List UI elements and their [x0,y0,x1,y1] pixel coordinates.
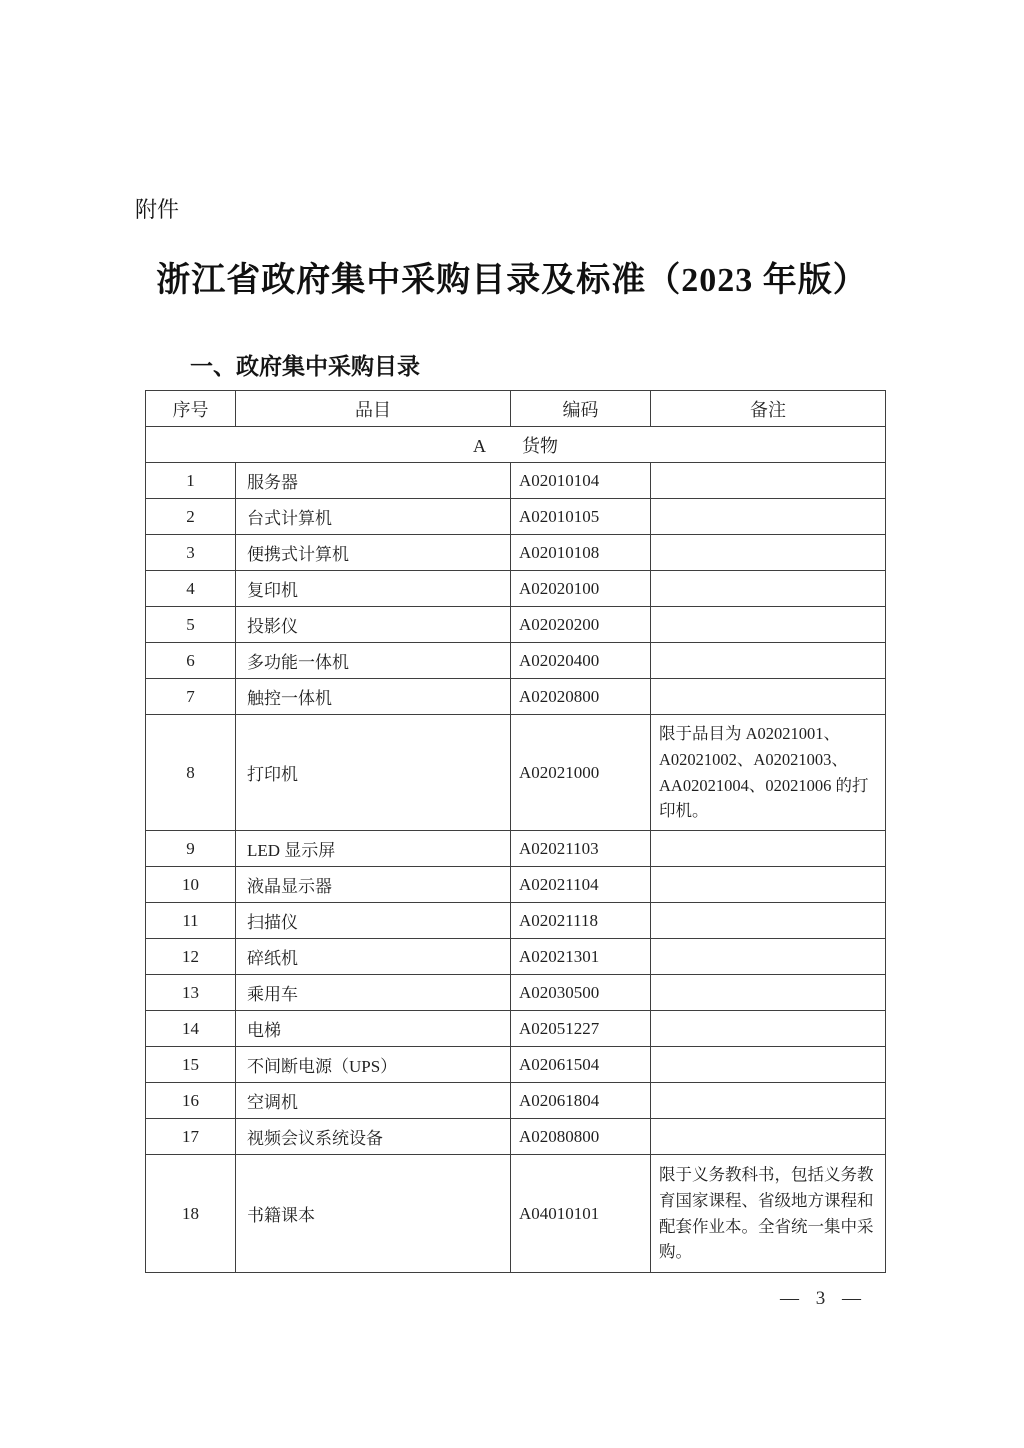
table-row [146,607,886,643]
cell-remark [651,939,886,975]
table-row [146,867,886,903]
cell-item: 视频会议系统设备 [236,1119,511,1155]
cell-item: 多功能一体机 [236,643,511,679]
cell-no: 11 [146,903,236,939]
cell-remark [651,1083,886,1119]
cell-remark [651,1119,886,1155]
cell-remark [651,643,886,679]
cell-remark [651,607,886,643]
cell-remark [651,975,886,1011]
cell-no: 16 [146,1083,236,1119]
cell-no: 13 [146,975,236,1011]
cell-no: 7 [146,679,236,715]
cell-item: 台式计算机 [236,499,511,535]
cell-code: A02021118 [511,903,651,939]
cell-code: A02021301 [511,939,651,975]
cell-remark [651,535,886,571]
table-row [146,643,886,679]
cell-item: 书籍课本 [236,1155,511,1273]
cell-code: A02020400 [511,643,651,679]
section-row-goods [146,427,886,463]
cell-remark [651,679,886,715]
cell-remark [651,903,886,939]
cell-item: 触控一体机 [236,679,511,715]
table-header-row [146,391,886,427]
table-row [146,903,886,939]
cell-no: 3 [146,535,236,571]
cell-code: A02021103 [511,831,651,867]
cell-no: 18 [146,1155,236,1273]
cell-code: A02051227 [511,1011,651,1047]
table-row [146,831,886,867]
cell-no: 10 [146,867,236,903]
cell-item: 电梯 [236,1011,511,1047]
section-cell [146,427,886,463]
table-row [146,499,886,535]
cell-code: A02020100 [511,571,651,607]
cell-code: A02020800 [511,679,651,715]
cell-remark [651,499,886,535]
cell-no: 14 [146,1011,236,1047]
cell-no: 1 [146,463,236,499]
cell-item: 空调机 [236,1083,511,1119]
table-row [146,1119,886,1155]
cell-remark [651,867,886,903]
cell-item: 碎纸机 [236,939,511,975]
cell-no: 5 [146,607,236,643]
cell-code: A02010105 [511,499,651,535]
cell-code: A02030500 [511,975,651,1011]
header-cell-remark: 备注 [651,391,886,427]
cell-code: A02061504 [511,1047,651,1083]
cell-remark [651,1011,886,1047]
cell-code: A04010101 [511,1155,651,1273]
header-cell-no: 序号 [146,391,236,427]
table-row [146,1011,886,1047]
attachment-label: 附件 [135,197,180,222]
cell-no: 15 [146,1047,236,1083]
cell-item: 服务器 [236,463,511,499]
table-row [146,975,886,1011]
cell-item: 不间断电源（UPS） [236,1047,511,1083]
cell-remark: 限于义务教科书，包括义务教育国家课程、省级地方课程和配套作业本。全省统一集中采购。 [651,1155,886,1273]
cell-no: 12 [146,939,236,975]
header-cell-code: 编码 [511,391,651,427]
cell-remark [651,831,886,867]
cell-no: 8 [146,715,236,831]
cell-code: A02061804 [511,1083,651,1119]
cell-item: 便携式计算机 [236,535,511,571]
procurement-table [145,390,886,1273]
cell-no: 9 [146,831,236,867]
page-number: — 3 — [780,1288,862,1309]
table-row [146,939,886,975]
table-row [146,1083,886,1119]
table-row [146,679,886,715]
table-row [146,535,886,571]
table-row [146,571,886,607]
cell-no: 2 [146,499,236,535]
cell-remark [651,463,886,499]
cell-item: 投影仪 [236,607,511,643]
cell-item: 扫描仪 [236,903,511,939]
cell-remark [651,1047,886,1083]
cell-item: 乘用车 [236,975,511,1011]
section-label: 货物 [522,435,558,456]
cell-code: A02010108 [511,535,651,571]
cell-code: A02021000 [511,715,651,831]
table-row [146,1047,886,1083]
table-row [146,1155,886,1273]
cell-code: A02021104 [511,867,651,903]
cell-item: 复印机 [236,571,511,607]
cell-item: 打印机 [236,715,511,831]
page-title: 浙江省政府集中采购目录及标准（2023 年版） [156,262,868,299]
cell-code: A02020200 [511,607,651,643]
cell-remark: 限于品目为 A02021001、A02021002、A02021003、AA02021004、02021006 的打印机。 [651,715,886,831]
cell-item: LED 显示屏 [236,831,511,867]
cell-item: 液晶显示器 [236,867,511,903]
section-heading: 一、政府集中采购目录 [190,353,420,379]
cell-no: 17 [146,1119,236,1155]
cell-no: 4 [146,571,236,607]
cell-no: 6 [146,643,236,679]
section-letter: A [473,435,486,456]
table-row [146,715,886,831]
cell-code: A02080800 [511,1119,651,1155]
header-cell-item: 品目 [236,391,511,427]
cell-remark [651,571,886,607]
cell-code: A02010104 [511,463,651,499]
table-row [146,463,886,499]
